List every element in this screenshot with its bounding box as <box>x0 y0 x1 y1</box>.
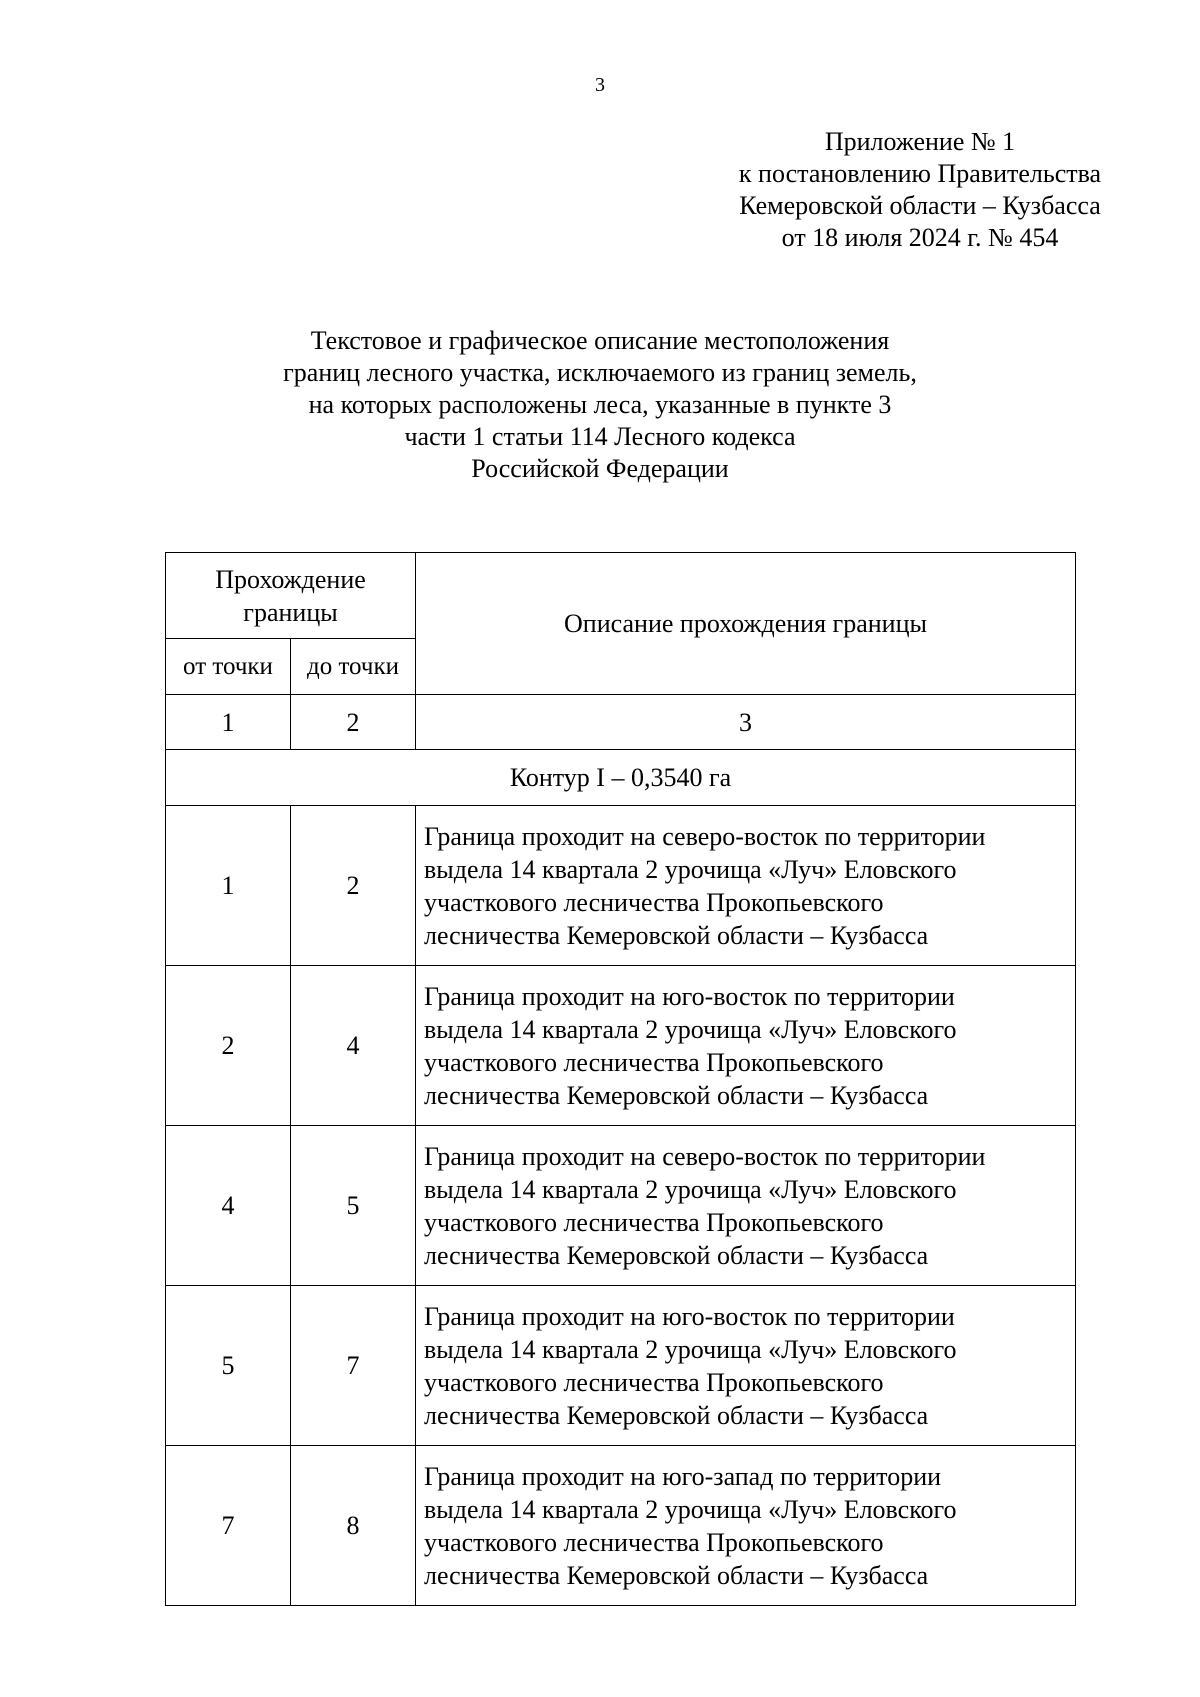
contour-row <box>166 750 1076 806</box>
document-title <box>150 325 1050 485</box>
to-point-cell: 5 <box>291 1126 416 1286</box>
table-header-row <box>166 553 1076 639</box>
from-point-cell: 4 <box>166 1126 291 1286</box>
from-point-cell: 2 <box>166 966 291 1126</box>
description-cell <box>416 966 1076 1126</box>
header-group-line: границы <box>243 597 338 627</box>
description-line: участкового лесничества Прокопьевского <box>424 1527 884 1557</box>
to-point-cell: 4 <box>291 966 416 1126</box>
from-point-cell: 5 <box>166 1286 291 1446</box>
description-line: Граница проходит на северо-восток по территории <box>424 821 986 851</box>
to-point-cell: 8 <box>291 1446 416 1606</box>
description-line: Граница проходит на юго-запад по территории <box>424 1461 942 1491</box>
table-row <box>166 1446 1076 1606</box>
column-numbers-row <box>166 695 1076 750</box>
to-point-cell: 7 <box>291 1286 416 1446</box>
header-to-point: до точки <box>291 639 416 695</box>
description-line: лесничества Кемеровской области – Кузбасса <box>424 1080 929 1110</box>
from-point-cell: 1 <box>166 806 291 966</box>
column-number: 1 <box>166 695 291 750</box>
column-number: 2 <box>291 695 416 750</box>
description-line: выдела 14 квартала 2 урочища «Луч» Еловского <box>424 854 957 884</box>
table-row <box>166 966 1076 1126</box>
title-line: части 1 статьи 114 Лесного кодекса <box>404 422 796 451</box>
description-line: участкового лесничества Прокопьевского <box>424 1207 884 1237</box>
header-group-line: Прохождение <box>215 564 366 594</box>
description-line: лесничества Кемеровской области – Кузбасса <box>424 1400 929 1430</box>
description-line: выдела 14 квартала 2 урочища «Луч» Еловского <box>424 1334 957 1364</box>
description-line: участкового лесничества Прокопьевского <box>424 887 884 917</box>
appendix-block <box>690 126 1150 254</box>
description-line: участкового лесничества Прокопьевского <box>424 1047 884 1077</box>
title-line: Текстовое и графическое описание местоположения <box>310 326 890 355</box>
description-cell <box>416 1286 1076 1446</box>
description-cell <box>416 1126 1076 1286</box>
table-row <box>166 806 1076 966</box>
title-line: Российской Федерации <box>471 454 729 483</box>
header-description: Описание прохождения границы <box>416 553 1076 695</box>
page-number: 3 <box>595 74 605 96</box>
contour-label: Контур I – 0,3540 га <box>166 750 1076 806</box>
description-line: лесничества Кемеровской области – Кузбасса <box>424 1560 929 1590</box>
description-line: лесничества Кемеровской области – Кузбасса <box>424 920 929 950</box>
table-row <box>166 1286 1076 1446</box>
description-line: выдела 14 квартала 2 урочища «Луч» Еловского <box>424 1494 957 1524</box>
description-line: Граница проходит на юго-восток по территории <box>424 981 955 1011</box>
appendix-line: от 18 июля 2024 г. № 454 <box>781 223 1059 252</box>
to-point-cell: 2 <box>291 806 416 966</box>
description-line: Граница проходит на юго-восток по территории <box>424 1301 955 1331</box>
description-cell <box>416 1446 1076 1606</box>
header-from-point: от точки <box>166 639 291 695</box>
description-cell <box>416 806 1076 966</box>
title-line: границ лесного участка, исключаемого из границ земель, <box>283 358 917 387</box>
description-line: лесничества Кемеровской области – Кузбасса <box>424 1240 929 1270</box>
boundary-table <box>165 552 1076 1606</box>
from-point-cell: 7 <box>166 1446 291 1606</box>
column-number: 3 <box>416 695 1076 750</box>
appendix-line: Кемеровской области – Кузбасса <box>739 191 1101 220</box>
description-line: участкового лесничества Прокопьевского <box>424 1367 884 1397</box>
appendix-line: Приложение № 1 <box>824 127 1016 156</box>
header-boundary-passage <box>166 553 416 639</box>
description-line: выдела 14 квартала 2 урочища «Луч» Еловского <box>424 1174 957 1204</box>
description-line: Граница проходит на северо-восток по территории <box>424 1141 986 1171</box>
description-line: выдела 14 квартала 2 урочища «Луч» Еловского <box>424 1014 957 1044</box>
title-line: на которых расположены леса, указанные в пункте 3 <box>308 390 892 419</box>
table-row <box>166 1126 1076 1286</box>
appendix-line: к постановлению Правительства <box>738 159 1102 188</box>
